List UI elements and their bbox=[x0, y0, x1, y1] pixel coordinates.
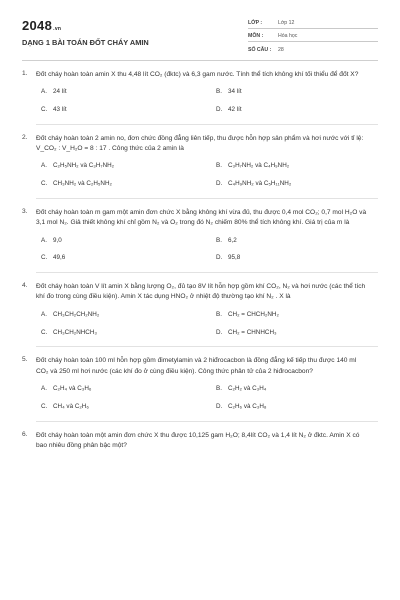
option-letter: A. bbox=[41, 384, 47, 392]
meta-value: 28 bbox=[278, 46, 284, 53]
option-a[interactable] bbox=[41, 311, 216, 319]
option-text: CH₃CH₂NHCH₃ bbox=[53, 328, 97, 336]
option-letter: B. bbox=[216, 88, 222, 96]
option-a[interactable] bbox=[41, 88, 216, 96]
question-2 bbox=[22, 125, 378, 199]
option-text: C₂H₆ và C₃H₈ bbox=[228, 402, 267, 410]
option-letter: A. bbox=[41, 162, 47, 170]
option-letter: C. bbox=[41, 254, 48, 262]
option-text: CH₂ = CHCH₂NH₂ bbox=[228, 310, 279, 318]
option-text: CH₄ và C₂H₆ bbox=[53, 402, 89, 410]
option-letter: D. bbox=[216, 402, 223, 410]
option-a[interactable] bbox=[41, 162, 216, 170]
option-letter: A. bbox=[41, 88, 47, 96]
option-text: 49,6 bbox=[53, 254, 66, 262]
site-logo[interactable] bbox=[22, 18, 61, 34]
option-letter: D. bbox=[216, 180, 223, 188]
option-letter: D. bbox=[216, 254, 223, 262]
option-b[interactable] bbox=[216, 162, 391, 170]
option-c[interactable] bbox=[41, 180, 216, 188]
question-4 bbox=[22, 273, 378, 347]
meta-label: SỐ CÂU : bbox=[248, 46, 272, 53]
option-text: 6,2 bbox=[228, 236, 237, 244]
option-letter: C. bbox=[41, 106, 48, 114]
option-text: C₃H₇NH₂ và C₄H₉NH₂ bbox=[228, 162, 290, 170]
question-5 bbox=[22, 347, 378, 421]
option-d[interactable] bbox=[216, 106, 391, 114]
answer-options bbox=[41, 88, 378, 114]
option-letter: B. bbox=[216, 384, 222, 392]
option-a[interactable] bbox=[41, 237, 216, 245]
option-text: 24 lít bbox=[53, 88, 67, 96]
question-6 bbox=[22, 422, 378, 451]
option-c[interactable] bbox=[41, 254, 216, 262]
question-1 bbox=[22, 61, 378, 125]
option-d[interactable] bbox=[216, 254, 391, 262]
document-title: DẠNG 1 BÀI TOÁN ĐỐT CHÁY AMIN bbox=[22, 38, 149, 47]
option-text: 34 lít bbox=[228, 88, 242, 96]
option-text: 95,8 bbox=[228, 254, 241, 262]
option-letter: B. bbox=[216, 162, 222, 170]
meta-label: LỚP : bbox=[248, 19, 263, 26]
option-c[interactable] bbox=[41, 106, 216, 114]
option-b[interactable] bbox=[216, 88, 391, 96]
option-text: C₂H₅NH₂ và C₃H₇NH₂ bbox=[53, 162, 115, 170]
question-text: Đốt cháy hoàn toàn 100 ml hỗn hợp gồm đimetylamin và 2 hiđrocacbon là đồng đẳng kế tiếp thu được 140 ml CO₂ và 250 ml hơi nước (các khí đo ở cùng điều kiện). Công thức phân tử của 2 hiđrocacbon? bbox=[36, 357, 357, 375]
option-letter: C. bbox=[41, 328, 48, 336]
question-text: Đốt cháy hoàn toàn một amin đơn chức X thu được 10,125 gam H₂O; 8,4lít CO₂ và 1,4 lít N₂ ở đktc. Amin X có bao nhiêu đồng phân bậc một? bbox=[36, 431, 360, 449]
option-text: 43 lít bbox=[53, 106, 67, 114]
answer-options bbox=[41, 162, 378, 188]
question-number: 6. bbox=[22, 430, 28, 438]
question-text: Đốt cháy hoàn toàn m gam một amin đơn chức X bằng không khí vừa đủ, thu được 0,4 mol CO₂; 0,7 mol H₂O và 3,1 mol N₂. Giả thiết không khí chỉ gồm N₂ và O₂ trong đó N₂ chiếm 80% thể tích không khí. Giá trị của m là bbox=[36, 209, 367, 227]
document-header bbox=[22, 14, 378, 58]
meta-row-subject bbox=[248, 29, 378, 42]
option-text: 9,0 bbox=[53, 236, 62, 244]
option-d[interactable] bbox=[216, 180, 391, 188]
option-d[interactable] bbox=[216, 403, 391, 411]
answer-options bbox=[41, 385, 378, 411]
question-number: 5. bbox=[22, 356, 28, 364]
option-c[interactable] bbox=[41, 329, 216, 337]
option-text: CH₂ = CHNHCH₃ bbox=[228, 328, 277, 336]
logo-suffix: .vn bbox=[53, 26, 62, 32]
question-3 bbox=[22, 199, 378, 273]
question-text: Đốt cháy hoàn toàn 2 amin no, đơn chức đồng đẳng liên tiếp, thu được hỗn hợp sản phẩm và hơi nước với tỉ lệ: V_CO₂ : V_H₂O = 8 : 17 . Công thức của 2 amin là bbox=[36, 134, 364, 153]
option-letter: B. bbox=[216, 310, 222, 318]
option-text: C₄H₉NH₂ và C₅H₁₁NH₂ bbox=[228, 180, 292, 188]
option-b[interactable] bbox=[216, 237, 391, 245]
meta-row-class bbox=[248, 16, 378, 29]
option-letter: B. bbox=[216, 236, 222, 244]
option-letter: D. bbox=[216, 328, 223, 336]
option-text: CH₃NH₂ và C₂H₅NH₂ bbox=[53, 180, 112, 188]
question-number: 3. bbox=[22, 208, 28, 216]
option-d[interactable] bbox=[216, 329, 391, 337]
question-number: 1. bbox=[22, 70, 28, 77]
option-text: 42 lít bbox=[228, 106, 242, 114]
meta-row-count bbox=[248, 42, 378, 55]
option-text: C₂H₄ và C₃H₆ bbox=[53, 384, 92, 392]
meta-info-table bbox=[248, 16, 378, 55]
option-text: CH₃CH₂CH₂NH₂ bbox=[53, 310, 100, 318]
question-text: Đốt cháy hoàn toàn V lít amin X bằng lượng O₂, đủ tạo 8V lít hỗn hợp gồm khí CO₂, N₂ và hơi nước (các thể tích khí đo trong cùng điều kiện). Amin X tác dụng HNO₂ ở nhiệt độ thường tạo khí N₂ . X là bbox=[36, 283, 366, 301]
option-text: C₂H₂ và C₃H₄ bbox=[228, 384, 267, 392]
question-text: Đốt cháy hoàn toàn amin X thu 4,48 lít CO₂ (đktc) và 6,3 gam nước. Tính thể tích không khí tối thiểu để đốt X? bbox=[36, 71, 359, 78]
option-letter: C. bbox=[41, 180, 48, 188]
option-c[interactable] bbox=[41, 403, 216, 411]
option-b[interactable] bbox=[216, 311, 391, 319]
answer-options bbox=[41, 237, 378, 263]
meta-value: Lớp 12 bbox=[278, 19, 295, 26]
option-letter: C. bbox=[41, 402, 48, 410]
question-number: 4. bbox=[22, 282, 28, 290]
meta-value: Hóa học bbox=[278, 32, 298, 39]
logo-text: 2048 bbox=[22, 18, 53, 33]
option-letter: D. bbox=[216, 106, 223, 114]
question-number: 2. bbox=[22, 133, 28, 141]
option-letter: A. bbox=[41, 236, 47, 244]
answer-options bbox=[41, 311, 378, 337]
option-letter: A. bbox=[41, 310, 47, 318]
meta-label: MÔN : bbox=[248, 32, 264, 39]
option-a[interactable] bbox=[41, 385, 216, 393]
option-b[interactable] bbox=[216, 385, 391, 393]
